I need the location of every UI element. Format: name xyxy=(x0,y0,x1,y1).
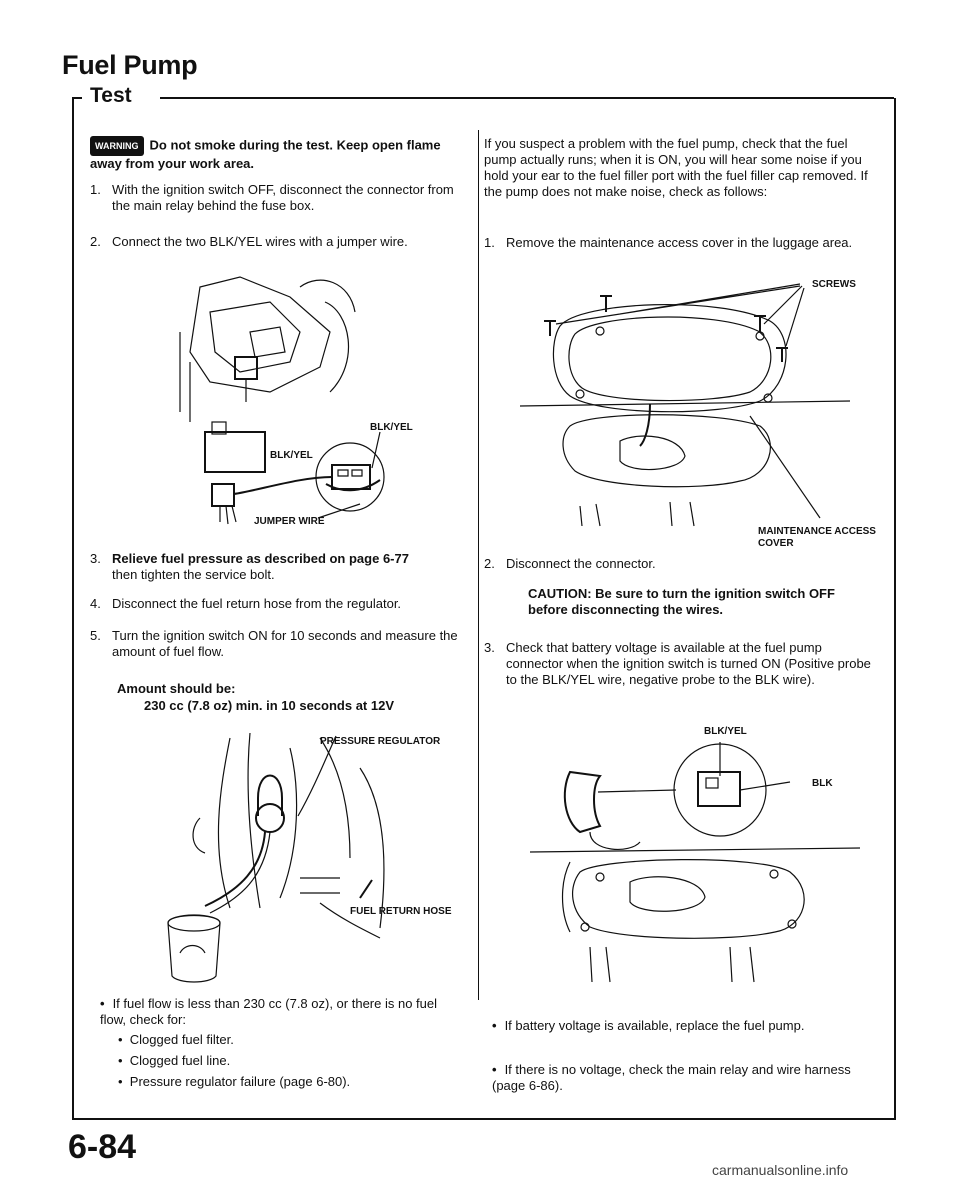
caution-text: CAUTION: Be sure to turn the ignition switch OFF before disconnecting the wires. xyxy=(528,586,835,617)
step-text: Check that battery voltage is available at the fuel pump connector when the ignition switch is turned ON (Positive probe to the BLK/YEL wire, negative probe to the BLK wire). xyxy=(506,640,871,687)
warning-block xyxy=(90,136,460,172)
page-number: 6-84 xyxy=(68,1128,137,1166)
right-bullet-2: • If there is no voltage, check the main relay and wire harness (page 6-86). xyxy=(492,1062,878,1094)
column-divider xyxy=(478,130,479,1000)
fig-label-jumper-wire: JUMPER WIRE xyxy=(254,516,325,527)
left-step-5 xyxy=(90,628,460,660)
list-item: • Clogged fuel filter. xyxy=(118,1032,234,1047)
fig-label-fuel-return-hose: FUEL RETURN HOSE xyxy=(350,906,452,917)
step-text: Disconnect the connector. xyxy=(506,556,656,571)
watermark: carmanualsonline.info xyxy=(712,1162,849,1178)
page-title: Fuel Pump xyxy=(62,50,198,80)
step-number: 3. xyxy=(90,551,101,566)
fig-label-blkyel-top: BLK/YEL xyxy=(370,422,413,433)
frame-corner xyxy=(72,97,82,99)
right-intro: If you suspect a problem with the fuel pump, check that the fuel pump actually runs; when it is ON, you will hear some noise if you hold your ear to the fuel filler port with the fuel filler cap removed. If the pump does not make noise, check as follows: xyxy=(484,136,868,199)
fig-label-pressure-regulator: PRESSURE REGULATOR xyxy=(320,736,441,747)
step-text: Turn the ignition switch ON for 10 seconds and measure the amount of fuel flow. xyxy=(112,628,458,659)
amount-label: Amount should be: xyxy=(117,681,236,696)
step-text: Remove the maintenance access cover in the luggage area. xyxy=(506,235,853,250)
warning-text: Do not smoke during the test. Keep open flame away from your work area. xyxy=(90,137,441,171)
list-item: • Clogged fuel line. xyxy=(118,1053,231,1068)
step-number: 1. xyxy=(484,235,495,250)
amount-value: 230 cc (7.8 oz) min. in 10 seconds at 12V xyxy=(144,698,394,713)
fig-label-cover: COVER xyxy=(758,538,794,549)
step-text: Relieve fuel pressure as described on page 6-77 xyxy=(112,551,409,566)
fig-label-blkyel: BLK/YEL xyxy=(704,726,747,737)
section-heading: Test xyxy=(86,84,136,108)
step-text-cont: then tighten the service bolt. xyxy=(112,567,275,582)
left-step-4 xyxy=(90,596,460,612)
fig-label-blk: BLK xyxy=(812,778,833,789)
step-number: 2. xyxy=(484,556,495,571)
access-cover-illustration xyxy=(520,276,890,532)
left-step-2 xyxy=(90,234,460,250)
right-step-3 xyxy=(484,640,878,688)
right-step-1 xyxy=(484,235,878,251)
right-step-2 xyxy=(484,556,878,572)
right-bullet-1: • If battery voltage is available, replace the fuel pump. xyxy=(492,1018,878,1034)
fig-label-screws: SCREWS xyxy=(812,279,856,290)
left-step-1 xyxy=(90,182,460,214)
warning-badge: WARNING xyxy=(90,136,144,156)
step-number: 3. xyxy=(484,640,495,655)
step-number: 1. xyxy=(90,182,101,197)
step-text: With the ignition switch OFF, disconnect the connector from the main relay behind the fuse box. xyxy=(112,182,454,213)
step-number: 5. xyxy=(90,628,101,643)
fig-label-maintenance-access: MAINTENANCE ACCESS xyxy=(758,526,876,537)
left-bullet: • If fuel flow is less than 230 cc (7.8 oz), or there is no fuel flow, check for: xyxy=(100,996,460,1028)
list-item: • Pressure regulator failure (page 6-80). xyxy=(118,1074,351,1089)
pressure-regulator-illustration xyxy=(150,728,470,984)
check-list xyxy=(118,1032,458,1090)
step-number: 2. xyxy=(90,234,101,249)
fig-label-blkyel: BLK/YEL xyxy=(270,450,313,461)
step-text: Disconnect the fuel return hose from the regulator. xyxy=(112,596,402,611)
jumper-wire-illustration xyxy=(150,272,470,534)
left-step-3 xyxy=(90,551,460,583)
frame-top-rule xyxy=(160,97,894,99)
step-text: Connect the two BLK/YEL wires with a jumper wire. xyxy=(112,234,408,249)
step-number: 4. xyxy=(90,596,101,611)
